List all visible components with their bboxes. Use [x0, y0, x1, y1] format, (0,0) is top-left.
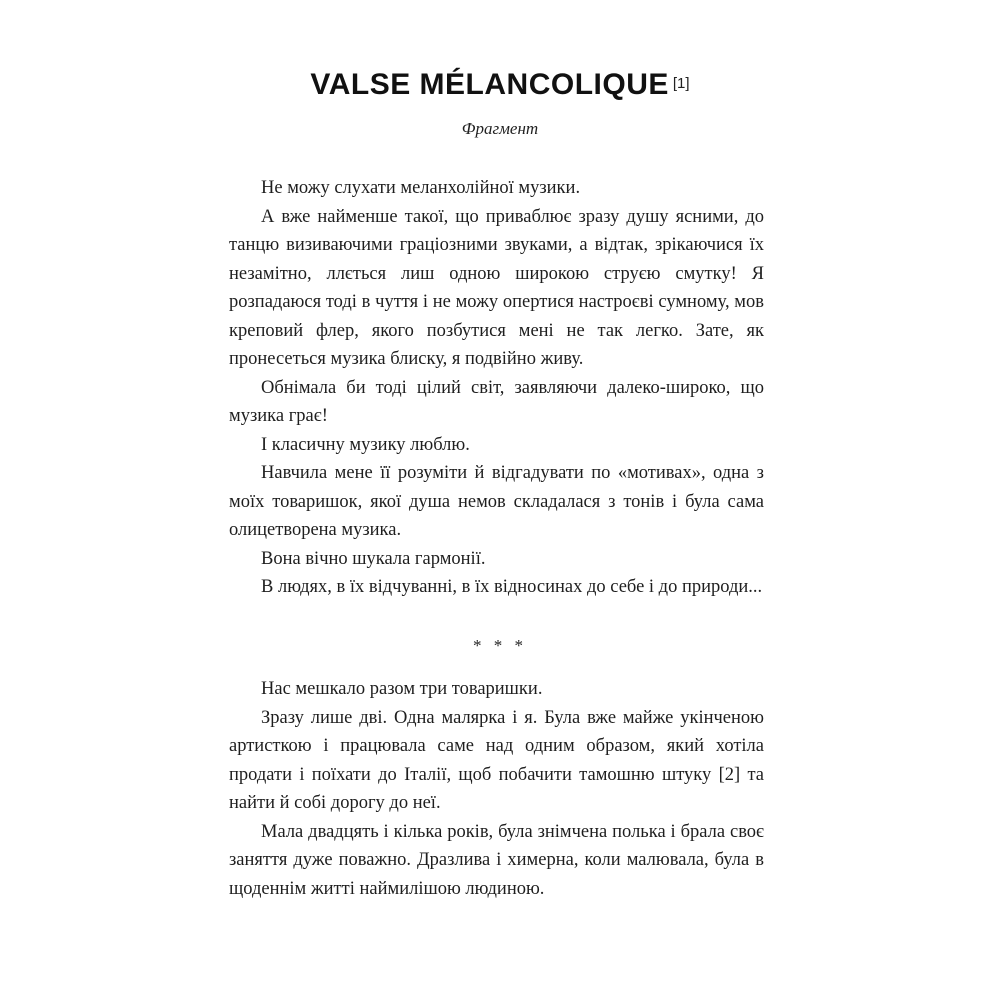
title-footnote-ref: [1] [672, 74, 690, 92]
page-subtitle: Фрагмент [461, 119, 539, 138]
section-2 [229, 675, 764, 903]
paragraph: Не можу слухати меланхолійної музики. [261, 178, 581, 198]
paragraph: Обнімала би тоді цілий світ, заявляючи далеко-широко, що музика грає! [229, 377, 764, 426]
section-1 [229, 174, 764, 602]
paragraph: Нас мешкало разом три товаришки. [261, 679, 543, 699]
paragraph: Навчила мене її розуміти й відгадувати по «мотивах», одна з моїх товаришок, якої душа немов складалася з тонів і була сама олицетворена музика. [229, 463, 764, 540]
paragraph: Зразу лише дві. Одна малярка і я. Була вже майже укінченою артисткою і працювала саме над одним образом, який хотіла продати і поїхати до Італії, щоб побачити тамошню штуку [2] та найти й собі дорогу до неї. [229, 707, 764, 813]
paragraph: Вона вічно шукала гармонії. [261, 548, 486, 569]
page-title: VALSE MÉLANCOLIQUE [310, 68, 669, 101]
paragraph: В людях, в їх відчуванні, в їх відносинах до себе і до природи... [261, 577, 763, 597]
paragraph: А вже найменше такої, що приваблює зразу душу ясними, до танцю визиваючими граціозними звуками, а відтак, зрікаючися їх незамітно, ллється лиш одною широкою струєю смутку! Я розпадаюся тоді в чуття і не можу опертися настроєві сумному, мов креповий флер, якого позбутися мені не так легко. Зате, як пронесеться музика блиску, я подвійно живу. [229, 206, 764, 369]
paragraph: І класичну музику люблю. [261, 434, 470, 455]
section-separator: * * * [473, 636, 527, 655]
paragraph: Мала двадцять і кілька років, була знімчена полька і брала своє заняття дуже поважно. Дразлива і химерна, коли малювала, була в щоденнім житті наймилішою людиною. [229, 821, 764, 899]
title-block [0, 68, 1000, 102]
